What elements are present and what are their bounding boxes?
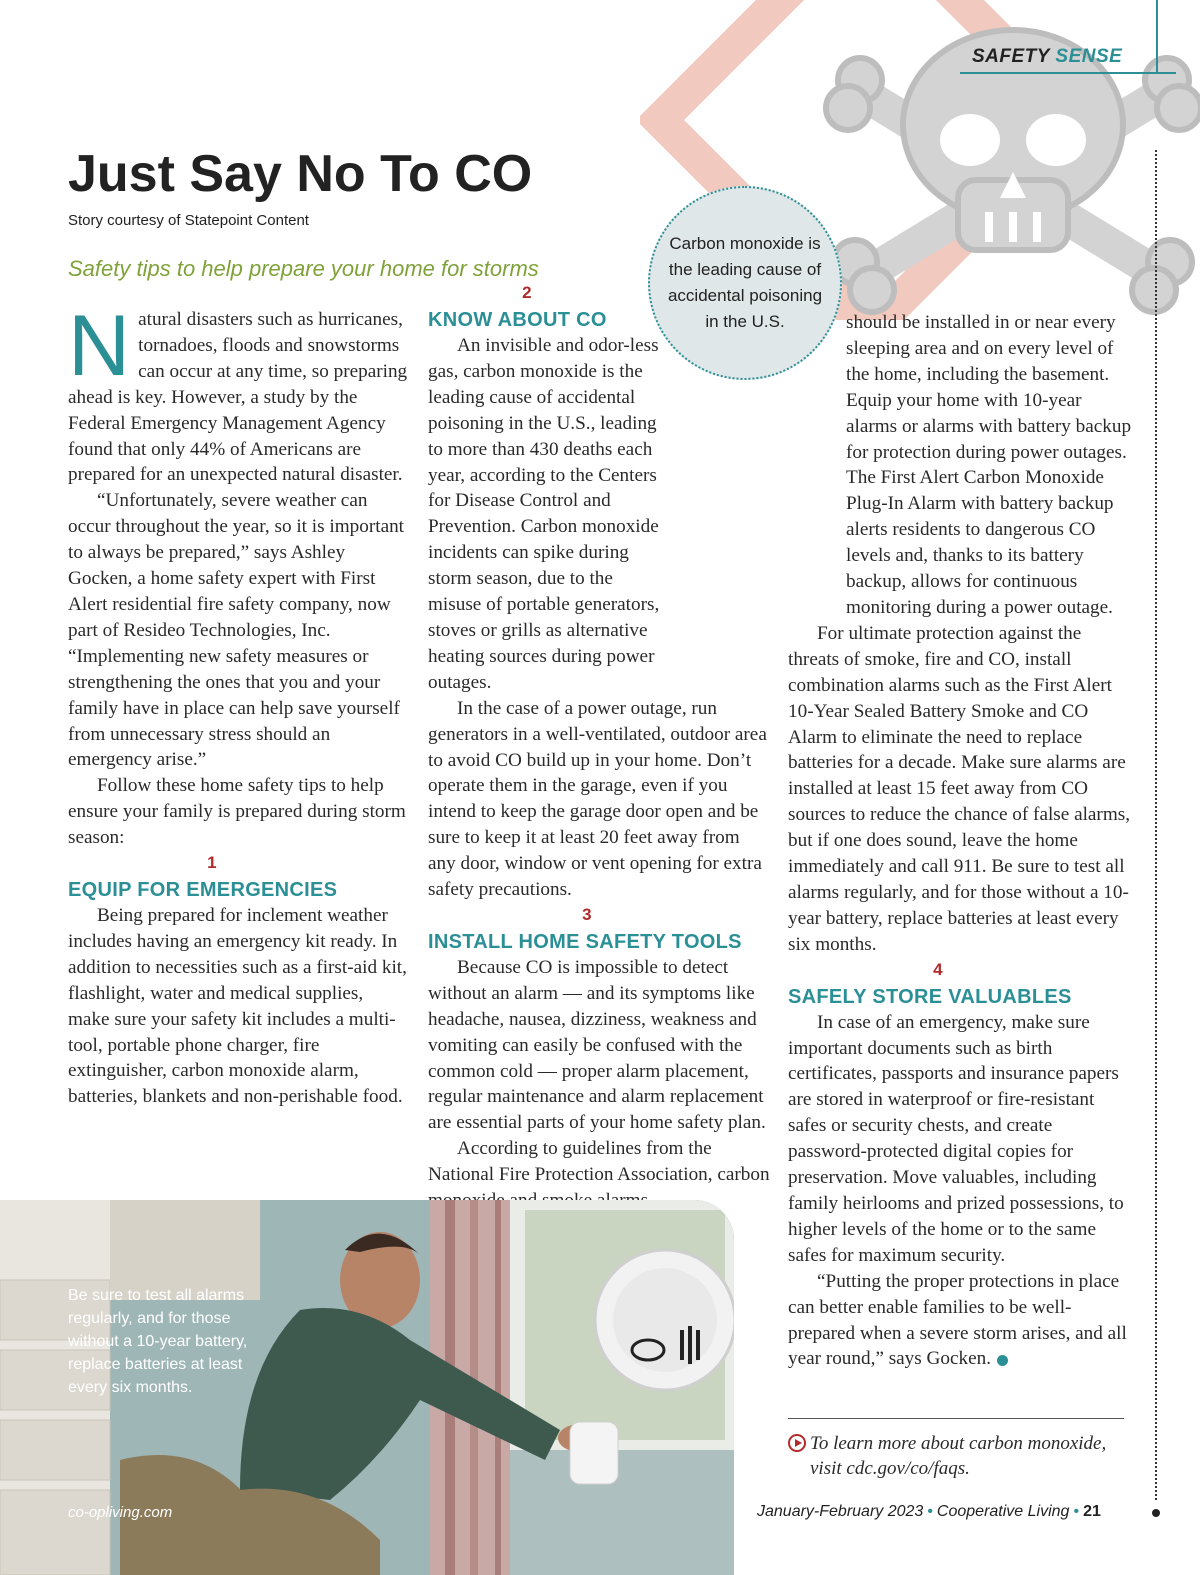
section-2-paragraph-2: In the case of a power outage, run generators in a well-ventilated, outdoor area to avoid CO build up in your home. Don’t operate them in the garage, even if you intend to keep the garage door open and be sure to keep it at least 20 feet away from any door, window or vent opening for extra safety precautions.: [428, 697, 767, 901]
section-heading-3: 3 INSTALL HOME SAFETY TOOLS: [428, 929, 770, 955]
header-rule: [960, 72, 1176, 74]
magazine-name: Cooperative Living: [936, 1503, 1070, 1520]
intro-paragraph-2: “Unfortunately, severe weather can occur throughout the year, so it is important to always be prepared,” says Ashley Gocken, a home safety expert with First Alert residential fire safety company, now part of Resideo Technologies, Inc. “Implementing new safety measures or strengthening the ones that you and your family have in place can help save yourself from unnecessary stress should an emergency arise.”: [68, 490, 405, 771]
section-number: 4: [933, 959, 943, 979]
page-footer: January-February 2023 • Cooperative Living • 21: [757, 1503, 1101, 1520]
byline: Story courtesy of Statepoint Content: [68, 212, 309, 229]
drop-cap: N: [68, 298, 131, 394]
section-number: 2: [522, 283, 532, 302]
header-rule-vertical: [1156, 0, 1158, 72]
section-number: 3: [582, 904, 592, 924]
pull-quote-callout: Carbon monoxide is the leading cause of accidental poisoning in the U.S.: [648, 186, 842, 380]
column-1: [68, 298, 408, 1110]
section-label: SAFETY SENSE: [972, 46, 1123, 67]
section-number: 1: [207, 853, 217, 873]
margin-dotted-line: [1155, 150, 1157, 1500]
section-heading-4: 4 SAFELY STORE VALUABLES: [788, 984, 1133, 1010]
intro-paragraph-1: atural disasters such as hurricanes, tornadoes, floods and snowstorms can occur at any time, so preparing ahead is key. However, a study by the Federal Emergency Management Agency found that only 44% of Americans are prepared for an unexpected natural disaster.: [68, 309, 408, 486]
section-2-paragraph-1: An invisible and odor-less gas, carbon monoxide is the leading cause of accidental poisoning in the U.S., leading to more than 430 deaths each year, according to the Centers for Disease Control and Prevention. Carbon monoxide incidents can spike during storm season, due to the misuse of portable generators, stoves or grills as alternative heating sources during power outages.: [428, 335, 660, 693]
margin-dot: [1152, 1509, 1160, 1517]
page-number: 21: [1083, 1503, 1101, 1520]
divider: [788, 1418, 1124, 1419]
section-4-paragraph-2: “Putting the proper protections in place can better enable families to be well-prepared when a severe storm arises, and all year round,” says Gocken.: [788, 1270, 1127, 1370]
section-3-paragraph-2: According to guidelines from the National Fire Protection Association, carbon: [428, 1138, 770, 1186]
intro-paragraph-3: Follow these home safety tips to help ensure your family is prepared during storm season:: [68, 775, 406, 849]
end-mark-icon: [997, 1355, 1008, 1366]
learn-more-note: To learn more about carbon monoxide, visit cdc.gov/co/faqs.: [788, 1431, 1128, 1481]
play-arrow-icon: [788, 1434, 806, 1452]
column-3: [788, 310, 1133, 1372]
column-2: [428, 283, 770, 1214]
photo-caption: Be sure to test all alarms regularly, and for those without a 10-year battery, replace batteries at least every six months.: [68, 1287, 248, 1396]
section-4-paragraph-1: In case of an emergency, make sure important documents such as birth certificates, passports and insurance papers are stored in waterproof or fire-resistant safes or security chests, and create password-protected digital copies for preservation. Move valuables, including family heirlooms and prized possessions, to higher levels of the home or to the same safes for maximum security.: [788, 1011, 1124, 1266]
section-3-paragraph-1: Because CO is impossible to detect without an alarm — and its symptoms like headache, nausea, dizziness, weakness and vomiting can easily be confused with the common cold — proper alarm placement, regular maintenance and alarm replacement are essential parts of your home safety plan.: [428, 956, 766, 1134]
article-dek: Safety tips to help prepare your home for storms: [68, 256, 539, 281]
section-3-paragraph-3: For ultimate protection against the threats of smoke, fire and CO, install combination alarms such as the First Alert 10-Year Sealed Battery Smoke and CO Alarm to eliminate the need to replace batteries for a decade. Make sure alarms are installed at least 15 feet away from CO sources to reduce the chance of false alarms, but if one does sound, leave the home immediately and call 911. Be sure to test all alarms regularly, and for those without a 10-year battery, replace batteries at least every six months.: [788, 622, 1131, 955]
section-3-paragraph-2-continued: should be installed in or near every sleeping area and on every level of the home, including the basement. Equip your home with 10-year alarms or alarms with battery backup for protection during power outages. The First Alert Carbon Monoxide Plug-In Alarm with battery backup alerts residents to dangerous CO levels and, thanks to its battery backup, allows for continuous monitoring during a power outage.: [846, 312, 1132, 618]
website-link[interactable]: co-opliving.com: [68, 1504, 173, 1521]
section-heading-1: 1 EQUIP FOR EMERGENCIES: [68, 877, 408, 903]
section-heading-2: 2 KNOW ABOUT CO: [428, 307, 770, 333]
section-1-paragraph: Being prepared for inclement weather includes having an emergency kit ready. In addition to necessities such as a first-aid kit, flashlight, water and medical supplies, make sure your safety kit includes a multi-tool, portable phone charger, fire extinguisher, carbon monoxide alarm, batteries, blankets and non-perishable food.: [68, 905, 407, 1108]
issue-date: January-February 2023: [757, 1503, 924, 1520]
article-title: Just Say No To CO: [68, 145, 533, 203]
